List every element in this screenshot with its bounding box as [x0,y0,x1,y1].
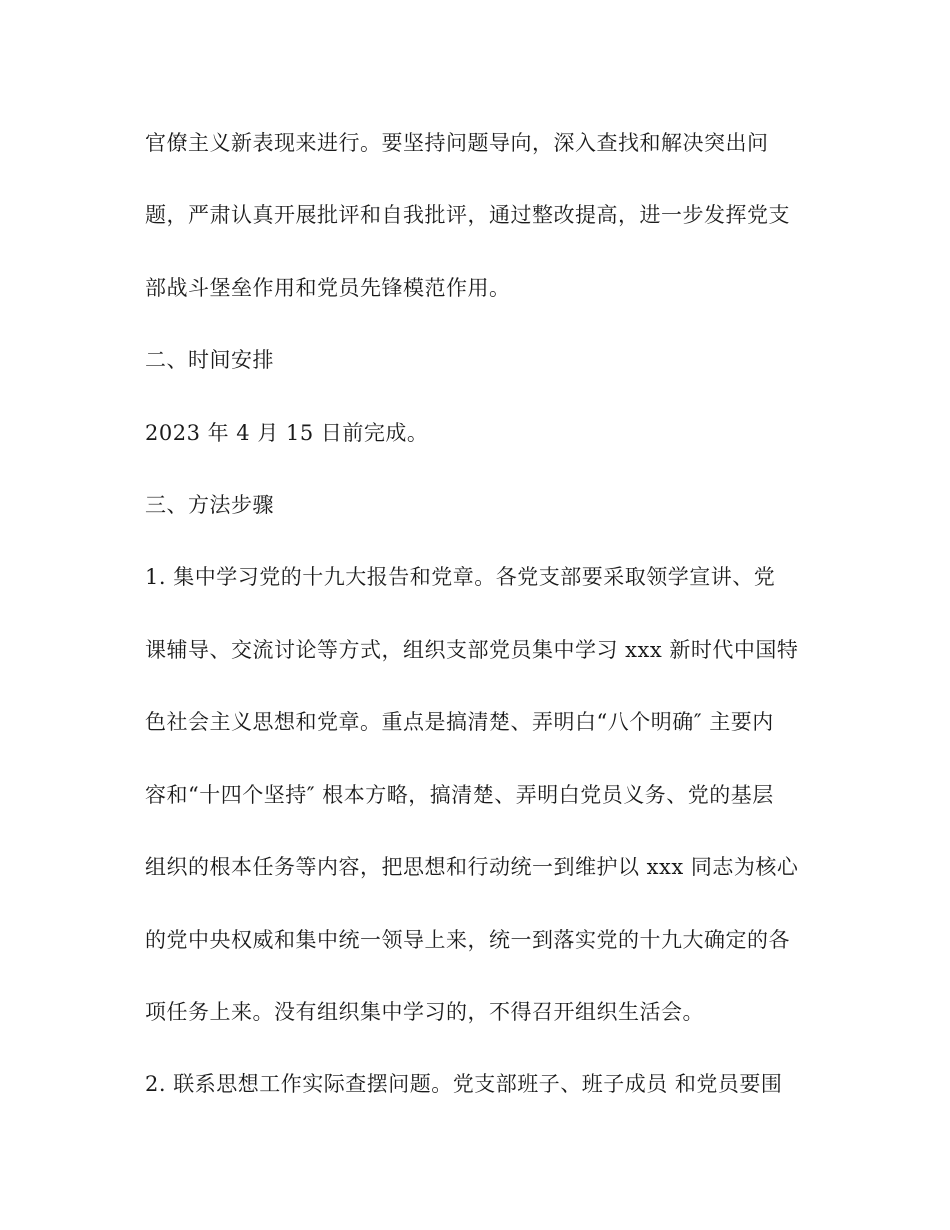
paragraph-line: 课辅导、交流讨论等方式，组织支部党员集中学习 xxx 新时代中国特 [145,638,799,662]
paragraph-line: 官僚主义新表现来进行。要坚持问题导向，深入查找和解决突出问 [145,131,769,155]
paragraph-line: 组织的根本任务等内容，把思想和行动统一到维护以 xxx 同志为核心 [145,855,799,879]
paragraph-line: 2. 联系思想工作实际查摆问题。党支部班子、班子成员 和党员要围 [145,1072,783,1096]
paragraph-line: 1. 集中学习党的十九大报告和党章。各党支部要采取领学宣讲、党 [145,565,776,589]
paragraph-line: 容和“十四个坚持″ 根本方略，搞清楚、弄明白党员义务、党的基层 [145,783,774,807]
paragraph-line: 2023 年 4 月 15 日前完成。 [145,421,429,445]
section-heading: 三、方法步骤 [145,493,274,517]
paragraph-line: 部战斗堡垒作用和党员先锋模范作用。 [145,276,511,300]
paragraph-line: 项任务上来。没有组织集中学习的，不得召开组织生活会。 [145,1000,704,1024]
section-heading: 二、时间安排 [145,348,274,372]
paragraph-line: 题，严肃认真开展批评和自我批评，通过整改提高，进一步发挥党支 [145,203,790,227]
paragraph-line: 色社会主义思想和党章。重点是搞清楚、弄明白“八个明确″ 主要内 [145,710,774,734]
paragraph-line: 的党中央权威和集中统一领导上来，统一到落实党的十九大确定的各 [145,928,790,952]
